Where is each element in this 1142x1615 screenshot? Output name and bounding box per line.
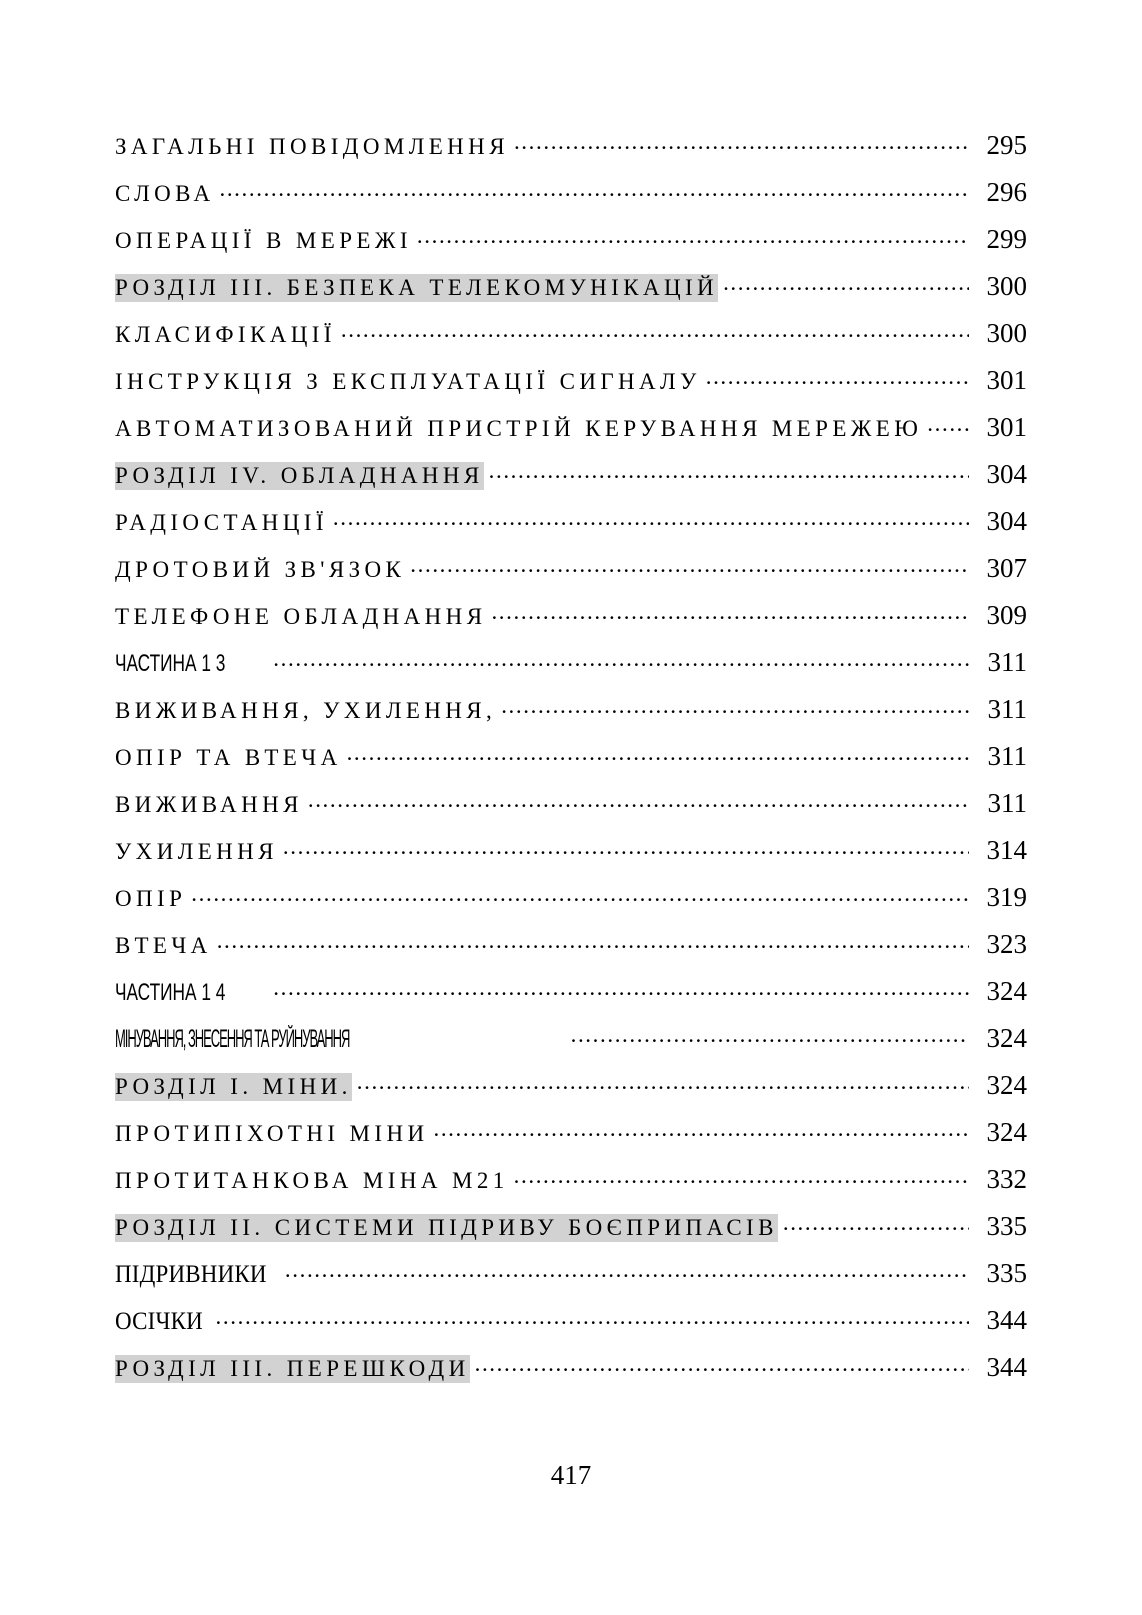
toc-entry[interactable] — [115, 508, 1027, 555]
toc-leader-dots — [489, 461, 969, 483]
toc-entry-page-number: 311 — [987, 696, 1027, 724]
toc-entry[interactable] — [115, 649, 1027, 696]
toc-leader-dots — [571, 1025, 969, 1047]
toc-leader-dots — [433, 1119, 969, 1141]
toc-entry[interactable] — [115, 837, 1027, 884]
toc-leader-dots — [283, 837, 969, 859]
toc-entry-page-number: 300 — [986, 320, 1027, 348]
toc-leader-dots — [417, 226, 969, 248]
toc-entry[interactable] — [115, 179, 1027, 226]
toc-leader-dots — [501, 696, 969, 718]
toc-entry-title: ОПЕРАЦІЇ В МЕРЕЖІ — [115, 228, 412, 253]
toc-leader-dots — [410, 555, 969, 577]
toc-entry[interactable] — [115, 743, 1027, 790]
toc-entry-page-number: 304 — [986, 508, 1027, 536]
toc-leader-dots — [723, 273, 969, 295]
toc-entry-page-number: 296 — [986, 179, 1027, 207]
toc-entry-page-number: 344 — [986, 1354, 1027, 1382]
toc-entry[interactable] — [115, 132, 1027, 179]
toc-entry[interactable] — [115, 367, 1027, 414]
toc-entry[interactable] — [115, 226, 1027, 273]
toc-entry-page-number: 311 — [987, 790, 1027, 818]
toc-leader-dots — [347, 743, 969, 765]
toc-entry-page-number: 319 — [986, 884, 1027, 912]
toc-entry-page-number: 309 — [986, 602, 1027, 630]
toc-entry[interactable] — [115, 320, 1027, 367]
toc-entry-title: МІНУВАННЯ, ЗНЕСЕННЯ ТА РУЙНУВАННЯ — [115, 1025, 350, 1053]
toc-leader-dots — [273, 649, 969, 671]
toc-entry[interactable] — [115, 602, 1027, 649]
toc-entry[interactable] — [115, 884, 1027, 931]
toc-entry-title: ПІДРИВНИКИ — [115, 1261, 267, 1288]
toc-entry-title: ІНСТРУКЦІЯ З ЕКСПЛУАТАЦІЇ СИГНАЛУ — [115, 369, 701, 394]
toc-entry-page-number: 311 — [987, 743, 1027, 771]
toc-entry-page-number: 307 — [986, 555, 1027, 583]
toc-entry-title: ДРОТОВИЙ ЗВ'ЯЗОК — [115, 557, 406, 582]
toc-entry-page-number: 304 — [986, 461, 1027, 489]
toc-entry-page-number: 324 — [986, 978, 1027, 1006]
toc-leader-dots — [333, 508, 969, 530]
toc-entry[interactable] — [115, 414, 1027, 461]
toc-entry[interactable] — [115, 931, 1027, 978]
toc-leader-dots — [783, 1213, 969, 1235]
toc-entry-title: ПРОТИПІХОТНІ МІНИ — [115, 1121, 429, 1146]
toc-entry-title: ОПІР ТА ВТЕЧА — [115, 745, 342, 770]
toc-leader-dots — [217, 931, 969, 953]
toc-entry[interactable] — [115, 1119, 1027, 1166]
toc-entry[interactable] — [115, 790, 1027, 837]
toc-entry-page-number: 301 — [986, 367, 1027, 395]
toc-leader-dots — [514, 132, 969, 154]
toc-leader-dots — [927, 414, 969, 436]
toc-leader-dots — [285, 1260, 969, 1282]
toc-entry-title: ВТЕЧА — [115, 933, 212, 958]
toc-leader-dots — [475, 1354, 969, 1376]
toc-entry-page-number: 295 — [986, 132, 1027, 160]
toc-entry-page-number: 324 — [986, 1025, 1027, 1053]
toc-leader-dots — [491, 602, 969, 624]
toc-entry[interactable] — [115, 1025, 1027, 1072]
toc-entry-title: РОЗДІЛ II. СИСТЕМИ ПІДРИВУ БОЄПРИПАСІВ — [115, 1215, 778, 1240]
toc-leader-dots — [514, 1166, 969, 1188]
toc-entry-title: ОСІЧКИ — [115, 1308, 203, 1335]
toc-entry-title: ЧАСТИНА 1 4 — [115, 979, 226, 1006]
toc-entry-page-number: 300 — [986, 273, 1027, 301]
toc-entry-page-number: 301 — [986, 414, 1027, 442]
toc-leader-dots — [341, 320, 969, 342]
toc-leader-dots — [357, 1072, 969, 1094]
toc-entry[interactable] — [115, 1166, 1027, 1213]
toc-entry[interactable] — [115, 696, 1027, 743]
toc-entry-title: ВИЖИВАННЯ, УХИЛЕННЯ, — [115, 698, 497, 723]
toc-entry-title: ВИЖИВАННЯ — [115, 792, 303, 817]
toc-leader-dots — [273, 978, 969, 1000]
toc-leader-dots — [706, 367, 969, 389]
toc-entry[interactable] — [115, 555, 1027, 602]
toc-leader-dots — [216, 1307, 969, 1329]
toc-entry-page-number: 335 — [986, 1260, 1027, 1288]
toc-entry[interactable] — [115, 1260, 1027, 1307]
toc-entry-title: ОПІР — [115, 886, 187, 911]
toc-entry-title: РОЗДІЛ IV. ОБЛАДНАННЯ — [115, 463, 484, 488]
toc-entry-page-number: 344 — [986, 1307, 1027, 1335]
toc-entry[interactable] — [115, 461, 1027, 508]
toc-entry-page-number: 324 — [986, 1072, 1027, 1100]
toc-entry-page-number: 332 — [986, 1166, 1027, 1194]
toc-entry-title: КЛАСИФІКАЦІЇ — [115, 322, 336, 347]
toc-entry[interactable] — [115, 1307, 1027, 1354]
toc-leader-dots — [191, 884, 969, 906]
toc-entry[interactable] — [115, 273, 1027, 320]
toc-entry-page-number: 314 — [986, 837, 1027, 865]
toc-entry-title: СЛОВА — [115, 181, 215, 206]
toc-entry[interactable] — [115, 1354, 1027, 1401]
toc-entry-title: ЧАСТИНА 1 3 — [115, 650, 226, 677]
toc-entry-title: ТЕЛЕФОНЕ ОБЛАДНАННЯ — [115, 604, 487, 629]
toc-entry-title: ПРОТИТАНКОВА МІНА М21 — [115, 1168, 509, 1193]
toc-entry-title: РОЗДІЛ III. БЕЗПЕКА ТЕЛЕКОМУНІКАЦІЙ — [115, 275, 719, 300]
toc-entry-title: РОЗДІЛ I. МІНИ. — [115, 1074, 352, 1099]
toc-entry-title: УХИЛЕННЯ — [115, 839, 278, 864]
toc-entry-page-number: 299 — [986, 226, 1027, 254]
toc-entry-title: ЗАГАЛЬНІ ПОВІДОМЛЕННЯ — [115, 134, 509, 159]
toc-entry[interactable] — [115, 1213, 1027, 1260]
toc-entry-page-number: 324 — [986, 1119, 1027, 1147]
toc-leader-dots — [219, 179, 969, 201]
toc-entry-page-number: 323 — [986, 931, 1027, 959]
toc-entry[interactable] — [115, 978, 1027, 1025]
toc-entry-title: РАДІОСТАНЦІЇ — [115, 510, 328, 535]
toc-entry-title: АВТОМАТИЗОВАНИЙ ПРИСТРІЙ КЕРУВАННЯ МЕРЕЖЕЮ — [115, 416, 923, 441]
toc-leader-dots — [308, 790, 969, 812]
toc-entry[interactable] — [115, 1072, 1027, 1119]
toc-entry-page-number: 311 — [987, 649, 1027, 677]
toc-entry-list — [115, 132, 1027, 1401]
page-number-folio: 417 — [550, 1460, 592, 1490]
toc-entry-title: РОЗДІЛ III. ПЕРЕШКОДИ — [115, 1356, 470, 1381]
toc-entry-page-number: 335 — [986, 1213, 1027, 1241]
